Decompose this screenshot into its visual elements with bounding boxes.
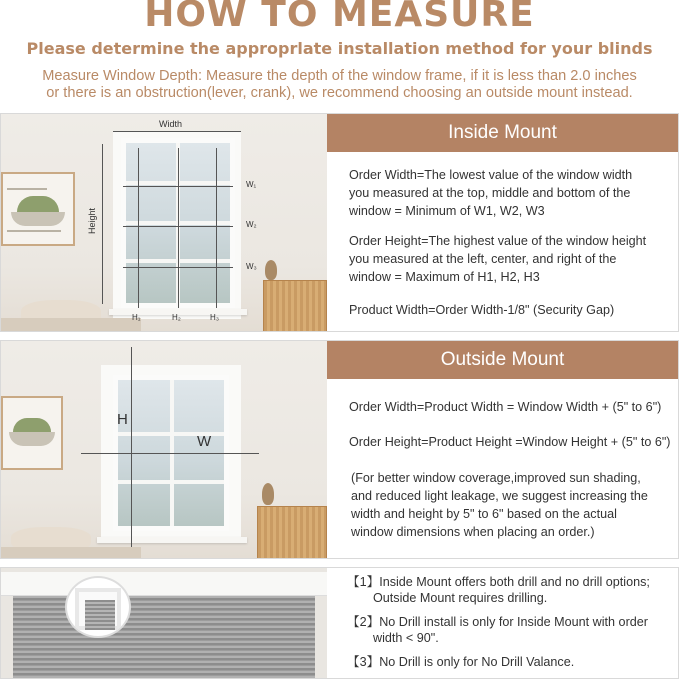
text-line: you measured at the top, middle and bottom of the	[349, 186, 631, 200]
inside-mount-panel	[0, 113, 679, 332]
text-line: Order Width=The lowest value of the window width	[349, 168, 633, 182]
text-line: width < 90".	[373, 631, 439, 645]
detail-magnifier	[65, 576, 131, 638]
w1-label: W₁	[246, 180, 257, 189]
h3-arrow	[216, 148, 217, 308]
text-line: window dimensions when placing an order.)	[351, 525, 595, 539]
width-label: Width	[159, 119, 183, 129]
depth-note-line: or there is an obstruction(lever, crank), we recommend choosing an outside mount instead.	[46, 85, 633, 101]
page-title: HOW TO MEASURE	[144, 0, 535, 35]
inside-mount-header: Inside Mount	[327, 114, 678, 152]
w-arrow	[81, 453, 259, 454]
inside-order-width	[349, 166, 632, 220]
h2-arrow	[178, 148, 179, 308]
h-arrow	[131, 347, 132, 547]
note-2	[347, 614, 648, 646]
note-3: 【3】No Drill is only for No Drill Valance.	[347, 655, 575, 669]
dresser	[263, 280, 327, 331]
outside-mount-photo	[1, 341, 327, 558]
outside-order-width: Order Width=Product Width = Window Width + (5" to 6")	[349, 400, 662, 414]
text-line: (For better window coverage,improved sun shading,	[351, 471, 641, 485]
text-line: window = Maximum of H1, H2, H3	[349, 270, 540, 284]
inside-order-height	[349, 232, 646, 286]
text-line: Outside Mount requires drilling.	[373, 591, 548, 605]
vase	[262, 483, 274, 505]
h2-label: H₂	[172, 313, 181, 322]
dresser	[257, 506, 327, 558]
valance	[1, 572, 327, 596]
outside-order-height: Order Height=Product Height =Window Height + (5" to 6")	[349, 435, 671, 449]
w3-label: W₃	[246, 262, 257, 271]
wall-art	[1, 172, 75, 246]
width-arrow	[113, 131, 241, 132]
text-line: you measured at the left, center, and right of the	[349, 252, 617, 266]
text-line: and reduced light leakage, we suggest increasing the	[351, 489, 648, 503]
roller-blind	[13, 596, 315, 678]
window-sill	[97, 537, 247, 543]
w-label: W	[197, 433, 212, 450]
outside-mount-note	[351, 469, 648, 541]
height-label: Height	[87, 207, 98, 235]
outside-mount-header: Outside Mount	[327, 341, 678, 379]
inside-mount-photo	[1, 114, 327, 331]
w2-label: W₂	[246, 220, 257, 229]
text-line: Order Height=The highest value of the window height	[349, 234, 647, 248]
notes-panel	[0, 567, 679, 679]
page-subtitle: Please determine the approprlate installation method for your blinds	[26, 39, 653, 58]
depth-note-line: Measure Window Depth: Measure the depth of the window frame, if it is less than 2.0 inches	[42, 68, 637, 84]
note-1	[347, 574, 650, 606]
h1-label: H₁	[132, 313, 141, 322]
h1-arrow	[138, 148, 139, 308]
height-arrow	[102, 144, 103, 304]
text-line: 【1】Inside Mount offers both drill and no drill options;	[347, 575, 650, 589]
wall-art	[1, 396, 63, 470]
h-label: H	[117, 411, 128, 428]
inside-product-width: Product Width=Order Width-1/8" (Security Gap)	[349, 303, 615, 317]
blind-photo	[1, 568, 327, 678]
text-line: window = Minimum of W1, W2, W3	[349, 204, 545, 218]
bed-throw	[1, 318, 141, 331]
text-line: 【2】No Drill install is only for Inside Mount with order	[347, 615, 648, 629]
text-line: width and height by 5" to 6" based on the actual	[351, 507, 617, 521]
h3-label: H₃	[210, 313, 220, 322]
bed-throw	[1, 547, 141, 558]
outside-mount-panel	[0, 340, 679, 559]
depth-note	[6, 68, 673, 102]
vase	[265, 260, 277, 280]
